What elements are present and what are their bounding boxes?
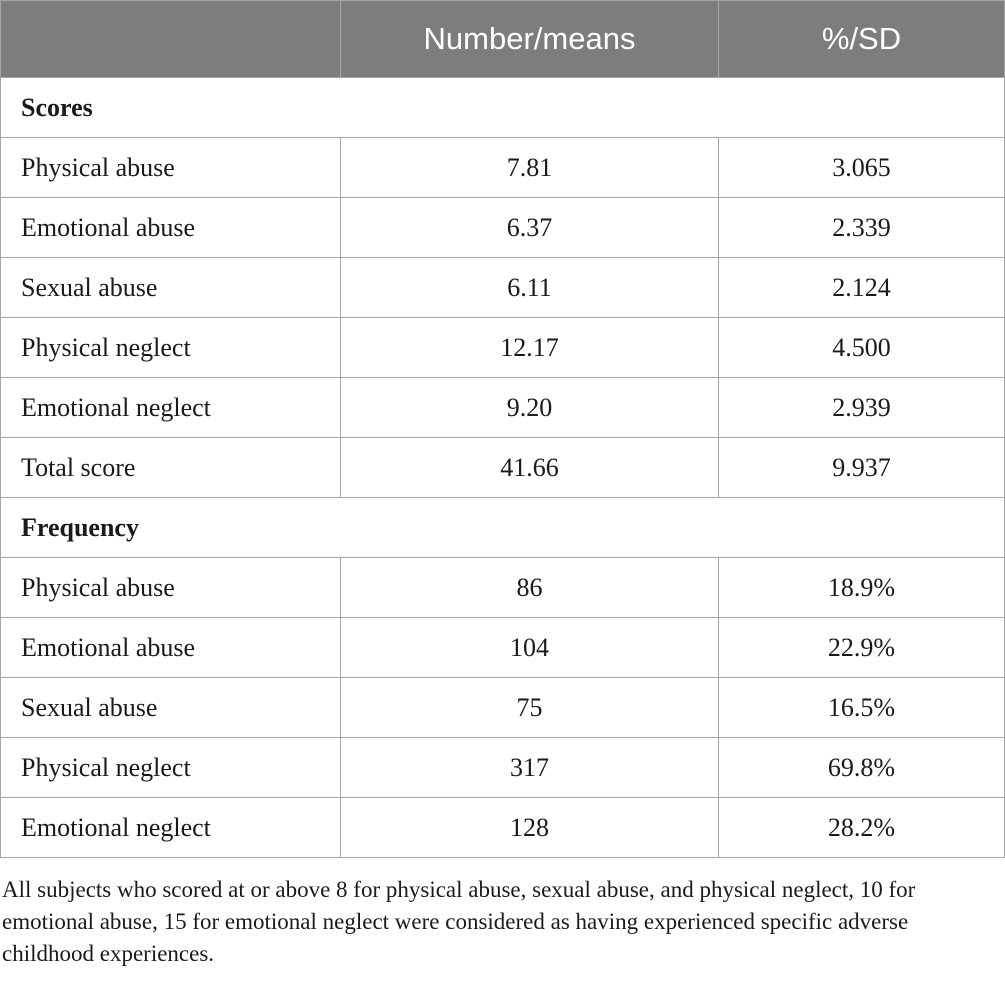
row-label: Emotional abuse	[1, 618, 341, 678]
header-cell-number-means: Number/means	[341, 1, 719, 78]
section-title: Frequency	[1, 498, 1005, 558]
row-stat: 4.500	[719, 318, 1005, 378]
header-cell-label	[1, 1, 341, 78]
table-header-row	[1, 1, 1005, 78]
row-label: Sexual abuse	[1, 258, 341, 318]
row-value: 12.17	[341, 318, 719, 378]
row-value: 104	[341, 618, 719, 678]
row-value: 7.81	[341, 138, 719, 198]
row-value: 128	[341, 798, 719, 858]
table-row	[1, 798, 1005, 858]
table-row	[1, 198, 1005, 258]
row-stat: 28.2%	[719, 798, 1005, 858]
row-label: Physical abuse	[1, 558, 341, 618]
row-label: Physical neglect	[1, 738, 341, 798]
row-label: Physical abuse	[1, 138, 341, 198]
row-label: Sexual abuse	[1, 678, 341, 738]
table-row	[1, 258, 1005, 318]
row-stat: 69.8%	[719, 738, 1005, 798]
row-label: Emotional neglect	[1, 378, 341, 438]
row-stat: 2.124	[719, 258, 1005, 318]
row-label: Total score	[1, 438, 341, 498]
row-label: Emotional abuse	[1, 198, 341, 258]
row-stat: 16.5%	[719, 678, 1005, 738]
table-footnote: All subjects who scored at or above 8 for physical abuse, sexual abuse, and physical neglect, 10 for emotional abuse, 15 for emotional neglect were considered as having experienced specific adverse childhood experiences.	[2, 877, 916, 966]
table-row	[1, 438, 1005, 498]
section-row-scores	[1, 78, 1005, 138]
row-value: 86	[341, 558, 719, 618]
row-stat: 18.9%	[719, 558, 1005, 618]
row-stat: 9.937	[719, 438, 1005, 498]
row-value: 317	[341, 738, 719, 798]
header-cell-percent-sd: %/SD	[719, 1, 1005, 78]
row-stat: 3.065	[719, 138, 1005, 198]
table-row	[1, 618, 1005, 678]
table-row	[1, 378, 1005, 438]
row-value: 9.20	[341, 378, 719, 438]
section-row-frequency	[1, 498, 1005, 558]
table-row	[1, 138, 1005, 198]
table-row	[1, 558, 1005, 618]
row-value: 75	[341, 678, 719, 738]
row-value: 41.66	[341, 438, 719, 498]
row-value: 6.37	[341, 198, 719, 258]
section-title: Scores	[1, 78, 1005, 138]
row-stat: 22.9%	[719, 618, 1005, 678]
row-label: Physical neglect	[1, 318, 341, 378]
table-row	[1, 678, 1005, 738]
row-value: 6.11	[341, 258, 719, 318]
table-row	[1, 738, 1005, 798]
row-label: Emotional neglect	[1, 798, 341, 858]
row-stat: 2.939	[719, 378, 1005, 438]
table-row	[1, 318, 1005, 378]
row-stat: 2.339	[719, 198, 1005, 258]
